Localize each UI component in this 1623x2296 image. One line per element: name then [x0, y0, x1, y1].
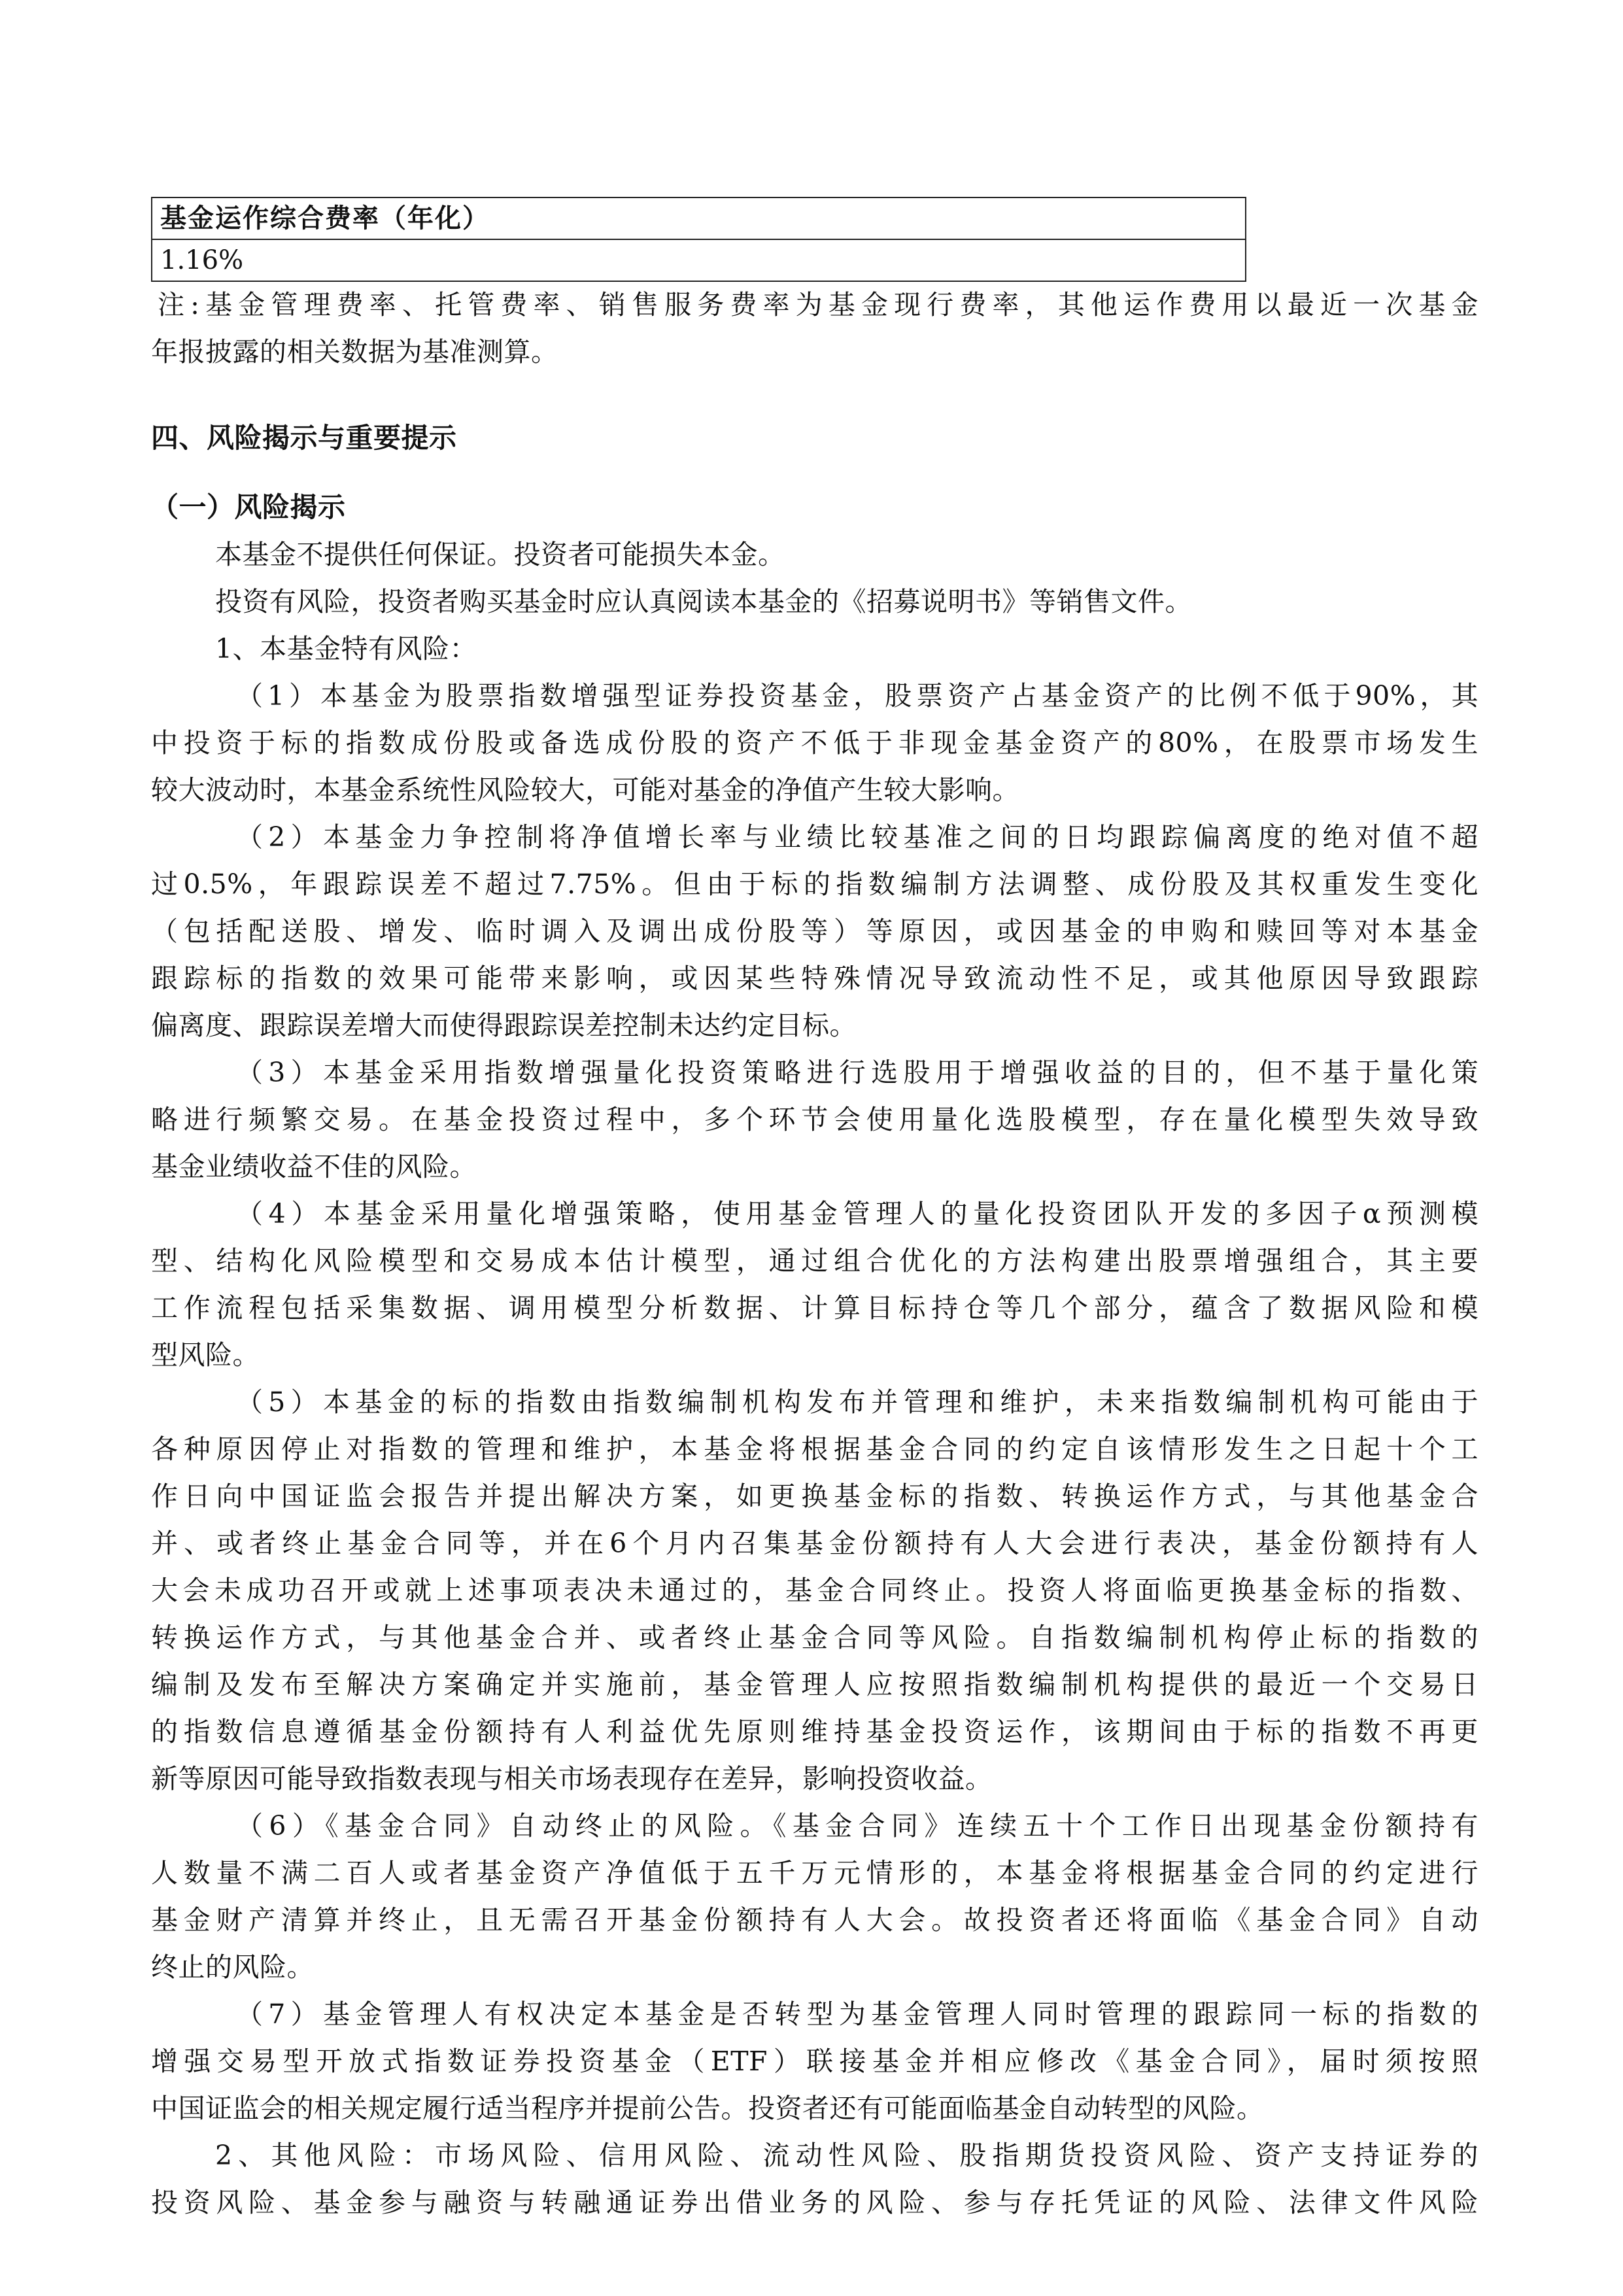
- spacer: [151, 375, 1478, 415]
- subsection-title: （一）风险揭示: [151, 491, 346, 523]
- paragraph-line: （2）本基金力争控制将净值增长率与业绩比较基准之间的日均跟踪偏离度的绝对值不超: [236, 821, 1478, 853]
- paragraph-line: 大会未成功召开或就上述事项表决未通过的，基金合同终止。投资人将面临更换基金标的指数、: [151, 1575, 1478, 1606]
- intro-line: 1、本基金特有风险：: [215, 633, 477, 664]
- document-body: [151, 281, 1478, 2226]
- risk-item-7: [151, 1991, 1478, 2132]
- risk-item-3: [151, 1049, 1478, 1190]
- paragraph-line: 各种原因停止对指数的管理和维护，本基金将根据基金合同的约定自该情形发生之日起十个工: [151, 1433, 1478, 1465]
- risk-item-6: [151, 1802, 1478, 1991]
- paragraph-line: （5）本基金的标的指数由指数编制机构发布并管理和维护，未来指数编制机构可能由于: [236, 1386, 1478, 1418]
- paragraph-line: 略进行频繁交易。在基金投资过程中，多个环节会使用量化选股模型，存在量化模型失效导致: [151, 1104, 1478, 1135]
- table-header-cell: 基金运作综合费率（年化）: [152, 197, 1246, 239]
- paragraph-line: 转换运作方式，与其他基金合并、或者终止基金合同等风险。自指数编制机构停止标的指数的: [151, 1622, 1478, 1653]
- spacer: [151, 462, 1478, 484]
- other-risks: [151, 2132, 1478, 2226]
- paragraph-line: （包括配送股、增发、临时调入及调出成份股等）等原因，或因基金的申购和赎回等对本基金: [151, 916, 1478, 947]
- note-line: 年报披露的相关数据为基准测算。: [151, 336, 558, 368]
- paragraph-line: 型、结构化风险模型和交易成本估计模型，通过组合优化的方法构建出股票增强组合，其主要: [151, 1245, 1478, 1277]
- paragraph-line: 新等原因可能导致指数表现与相关市场表现存在差异，影响投资收益。: [151, 1763, 993, 1794]
- section-title: 四、风险揭示与重要提示: [151, 422, 457, 454]
- table-header-row: [152, 197, 1246, 239]
- fee-rate-value: 1.16%: [152, 239, 1246, 281]
- paragraph-line: 中国证监会的相关规定履行适当程序并提前公告。投资者还有可能面临基金自动转型的风险。: [151, 2093, 1264, 2124]
- risk-item-5: [151, 1379, 1478, 1802]
- paragraph-line: 偏离度、跟踪误差增大而使得跟踪误差控制未达约定目标。: [151, 1010, 857, 1041]
- paragraph-line: 终止的风险。: [151, 1951, 314, 1983]
- paragraph-line: 的指数信息遵循基金份额持有人利益优先原则维持基金投资运作，该期间由于标的指数不再更: [151, 1716, 1478, 1747]
- paragraph-line: 较大波动时，本基金系统性风险较大，可能对基金的净值产生较大影响。: [151, 774, 1019, 806]
- paragraph-line: 中投资于标的指数成份股或备选成份股的资产不低于非现金基金资产的80%，在股票市场发生: [151, 727, 1478, 759]
- paragraph-line: 型风险。: [151, 1339, 260, 1371]
- paragraph-line: 跟踪标的指数的效果可能带来影响，或因某些特殊情况导致流动性不足，或其他原因导致跟踪: [151, 963, 1478, 994]
- table-row: [152, 239, 1246, 281]
- paragraph-line: 投资风险、基金参与融资与转融通证券出借业务的风险、参与存托凭证的风险、法律文件风险: [151, 2187, 1478, 2218]
- fee-note: [151, 281, 1478, 375]
- paragraph-line: 增强交易型开放式指数证券投资基金（ETF）联接基金并相应修改《基金合同》，届时须按照: [151, 2046, 1478, 2077]
- paragraph-line: 工作流程包括采集数据、调用模型分析数据、计算目标持仓等几个部分，蕴含了数据风险和模: [151, 1292, 1478, 1324]
- risk-item-2: [151, 814, 1478, 1049]
- paragraph-line: （7）基金管理人有权决定本基金是否转型为基金管理人同时管理的跟踪同一标的指数的: [236, 1998, 1478, 2030]
- risk-item-4: [151, 1190, 1478, 1379]
- note-line: 注:基金管理费率、托管费率、销售服务费率为基金现行费率，其他运作费用以最近一次基金: [158, 289, 1478, 320]
- risk-item-1: [151, 672, 1478, 814]
- paragraph-line: 基金财产清算并终止，且无需召开基金份额持有人大会。故投资者还将面临《基金合同》自动: [151, 1904, 1478, 1936]
- paragraph-line: 人数量不满二百人或者基金资产净值低于五千万元情形的，本基金将根据基金合同的约定进行: [151, 1857, 1478, 1889]
- intro-line: 投资有风险，投资者购买基金时应认真阅读本基金的《招募说明书》等销售文件。: [215, 586, 1192, 617]
- paragraph-line: 编制及发布至解决方案确定并实施前，基金管理人应按照指数编制机构提供的最近一个交易日: [151, 1669, 1478, 1700]
- paragraph-line: 2、其他风险：市场风险、信用风险、流动性风险、股指期货投资风险、资产支持证券的: [215, 2140, 1478, 2171]
- paragraph-line: 过0.5%，年跟踪误差不超过7.75%。但由于标的指数编制方法调整、成份股及其权重发生变化: [151, 868, 1478, 900]
- paragraph-line: （3）本基金采用指数增强量化投资策略进行选股用于增强收益的目的，但不基于量化策: [236, 1057, 1478, 1088]
- paragraph-line: 并、或者终止基金合同等，并在6个月内召集基金份额持有人大会进行表决，基金份额持有人: [151, 1528, 1478, 1559]
- paragraph-line: （6）《基金合同》自动终止的风险。《基金合同》连续五十个工作日出现基金份额持有: [236, 1810, 1478, 1842]
- paragraph-line: （4）本基金采用量化增强策略，使用基金管理人的量化投资团队开发的多因子α预测模: [236, 1198, 1478, 1229]
- fee-rate-table: [151, 197, 1246, 282]
- paragraph-line: 作日向中国证监会报告并提出解决方案，如更换基金标的指数、转换运作方式，与其他基金合: [151, 1481, 1478, 1512]
- intro-line: 本基金不提供任何保证。投资者可能损失本金。: [215, 539, 785, 570]
- paragraph-line: （1）本基金为股票指数增强型证券投资基金，股票资产占基金资产的比例不低于90%，其: [236, 680, 1478, 711]
- paragraph-line: 基金业绩收益不佳的风险。: [151, 1151, 477, 1182]
